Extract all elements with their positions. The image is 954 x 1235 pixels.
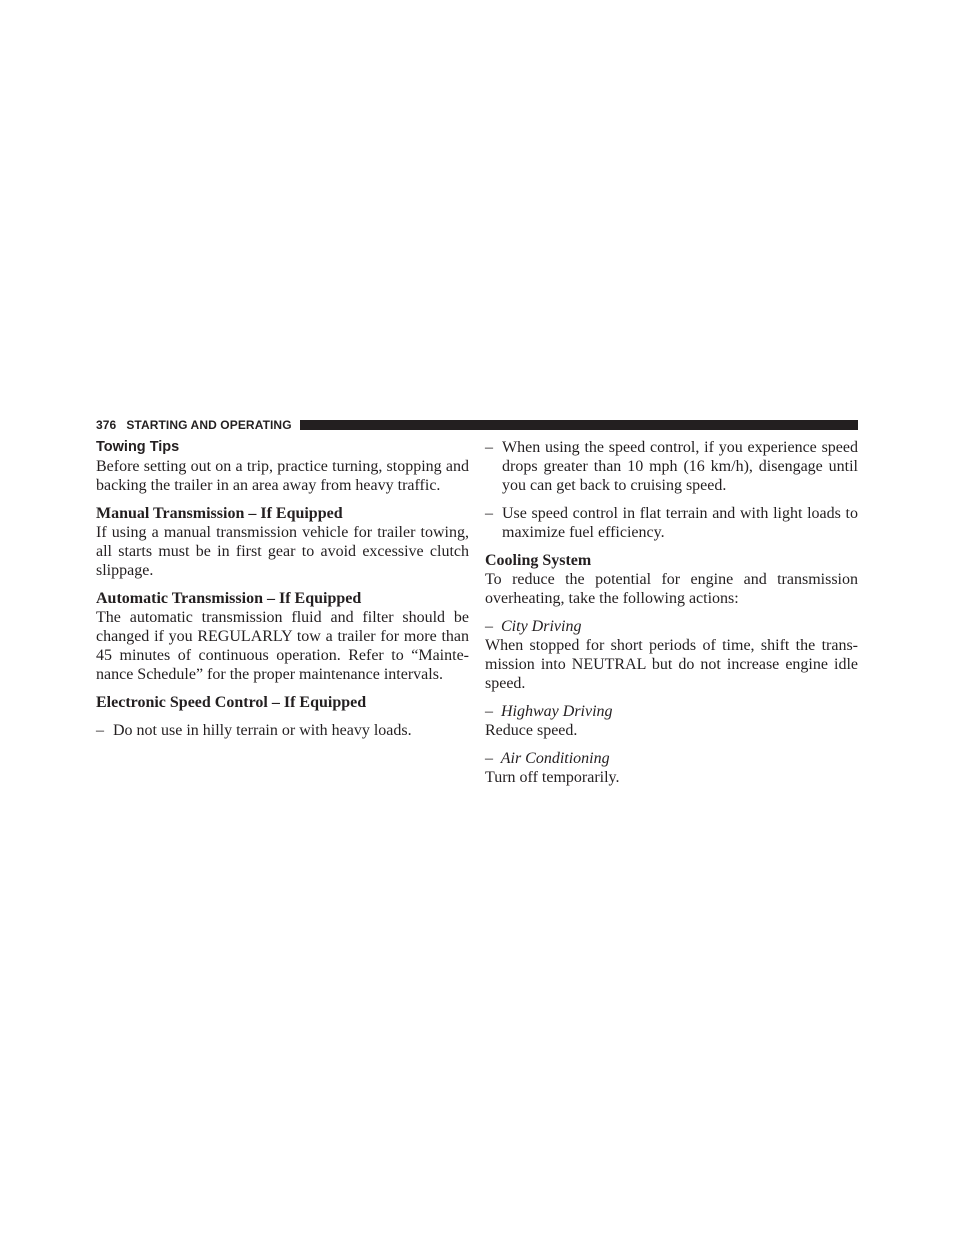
speed-control-bullet-2: When using the speed control, if you experience speed drops greater than 10 mph (16 km/h), disengage until you can get back to cruising speed.: [502, 439, 858, 494]
dash-bullet: –: [485, 750, 493, 767]
cooling-system-heading: Cooling System: [485, 552, 592, 569]
air-conditioning-body: Turn off temporarily.: [485, 769, 620, 786]
towing-tips-heading: Towing Tips: [96, 439, 180, 455]
air-conditioning-label: Air Conditioning: [500, 750, 610, 767]
left-column: [96, 438, 469, 740]
dash-bullet: –: [485, 439, 493, 456]
dash-bullet: –: [485, 505, 493, 522]
city-driving-label: City Driving: [501, 618, 582, 635]
list-item: [485, 438, 858, 495]
list-item: [485, 504, 858, 542]
highway-driving-label: Highway Driving: [501, 703, 613, 720]
manual-transmission-body: If using a manual transmission vehicle for trailer towing, all starts must be in first gear to avoid excessive clutch slippage.: [96, 524, 469, 579]
cooling-system-body: To reduce the potential for engine and transmission overheating, take the following actions:: [485, 571, 858, 607]
page-number: 376: [96, 418, 117, 432]
city-driving-heading: [485, 617, 858, 636]
speed-control-bullet-1: Do not use in hilly terrain or with heavy loads.: [113, 722, 412, 739]
page-header: [96, 417, 858, 433]
list-item: [96, 721, 469, 740]
section-title: STARTING AND OPERATING: [126, 418, 292, 432]
dash-bullet: –: [485, 703, 493, 720]
speed-control-bullet-3: Use speed control in flat terrain and with light loads to maximize fuel efficiency.: [502, 505, 858, 541]
automatic-transmission-body: The automatic transmission fluid and filter should be changed if you REGULARLY tow a trailer for more than 45 minutes of continuous operation. Refer to “Mainte-nance Schedule” for the proper maintenance intervals.: [96, 609, 469, 683]
air-conditioning-heading: [485, 749, 858, 768]
towing-tips-body: Before setting out on a trip, practice turning, stopping and backing the trailer in an area away from heavy traffic.: [96, 458, 469, 494]
dash-bullet: –: [96, 722, 104, 739]
city-driving-body: When stopped for short periods of time, shift the trans-mission into NEUTRAL but do not increase engine idle speed.: [485, 637, 858, 692]
speed-control-heading: Electronic Speed Control – If Equipped: [96, 694, 367, 711]
right-column: [485, 438, 858, 787]
manual-transmission-heading: Manual Transmission – If Equipped: [96, 505, 343, 522]
highway-driving-heading: [485, 702, 858, 721]
header-rule: [300, 420, 858, 430]
highway-driving-body: Reduce speed.: [485, 722, 578, 739]
automatic-transmission-heading: Automatic Transmission – If Equipped: [96, 590, 362, 607]
dash-bullet: –: [485, 618, 493, 635]
